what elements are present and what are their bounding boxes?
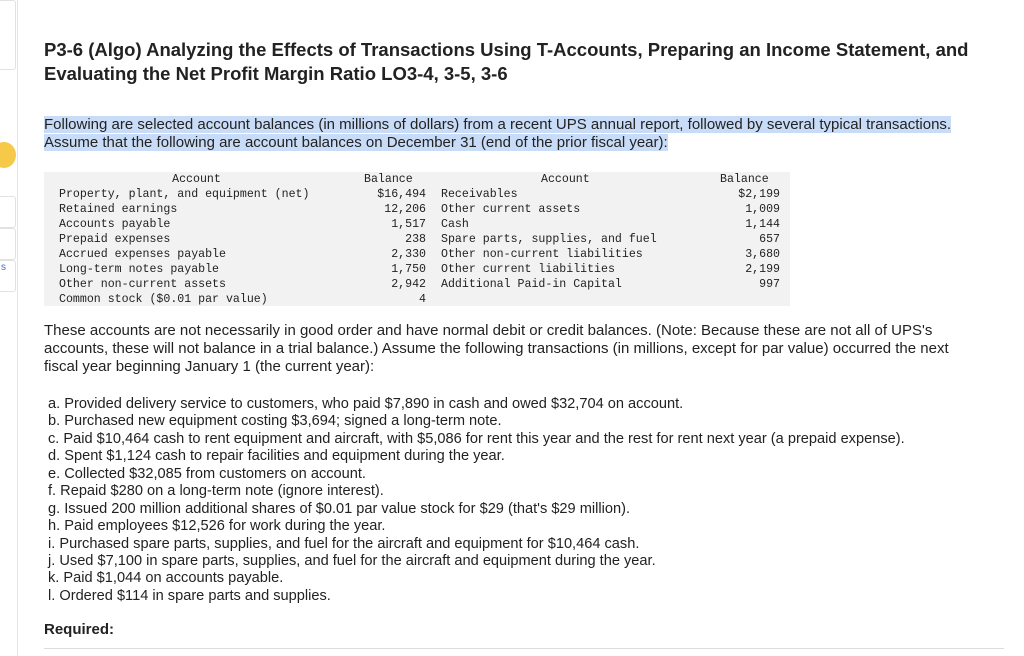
- right-account: Receivables: [441, 188, 518, 201]
- left-account: Other non-current assets: [59, 278, 226, 291]
- rail-tab[interactable]: [0, 0, 16, 70]
- divider: [44, 648, 1004, 649]
- table-row: [44, 217, 790, 232]
- right-balance: 2,199: [745, 263, 780, 276]
- transaction-item: f. Repaid $280 on a long-term note (ignore interest).: [48, 483, 384, 500]
- right-account: Cash: [441, 218, 469, 231]
- left-account: Prepaid expenses: [59, 233, 171, 246]
- left-account: Long-term notes payable: [59, 263, 220, 276]
- left-balance: 2,330: [391, 248, 426, 261]
- transaction-item: l. Ordered $114 in spare parts and supplies.: [48, 587, 331, 604]
- transaction-item: g. Issued 200 million additional shares of $0.01 par value stock for $29 (that's $29 million).: [48, 500, 630, 517]
- assumptions-paragraph: These accounts are not necessarily in good order and have normal debit or credit balances. (Note: Because these are not all of UPS's accounts, these will not balance in a trial balance.) Assume the following transactions (in millions, except for par value) occurred the next fiscal year beginning January 1 (the current year):: [44, 322, 949, 375]
- left-account: Retained earnings: [59, 203, 178, 216]
- transaction-item: i. Purchased spare parts, supplies, and fuel for the aircraft and equipment for $10,464 cash.: [48, 535, 640, 552]
- left-account: Accrued expenses payable: [59, 248, 226, 261]
- left-balance: 238: [405, 233, 426, 246]
- header-balance-right: Balance: [720, 173, 769, 186]
- header-account-left: Account: [172, 173, 221, 186]
- intro-paragraph: [44, 116, 974, 152]
- transaction-item: c. Paid $10,464 cash to rent equipment and aircraft, with $5,086 for rent this year and the rest for rent next year (a prepaid expense).: [48, 430, 905, 447]
- left-balance: 12,206: [384, 203, 426, 216]
- table-row: [44, 232, 790, 247]
- left-balance: 2,942: [391, 278, 426, 291]
- table-row: [44, 262, 790, 277]
- table-row: [44, 187, 790, 202]
- transaction-item: e. Collected $32,085 from customers on account.: [48, 465, 366, 482]
- left-balance: $16,494: [377, 188, 426, 201]
- left-account: Common stock ($0.01 par value): [59, 293, 268, 306]
- transaction-item: h. Paid employees $12,526 for work during the year.: [48, 518, 386, 535]
- table-row: [44, 277, 790, 292]
- left-balance: 1,750: [391, 263, 426, 276]
- right-account: Other current assets: [441, 203, 581, 216]
- right-balance: 997: [759, 278, 780, 291]
- rail-tab[interactable]: [0, 196, 16, 228]
- left-balance: 4: [419, 293, 426, 306]
- rail-letter: s: [1, 262, 6, 273]
- right-account: Other current liabilities: [441, 263, 615, 276]
- right-balance: 657: [759, 233, 780, 246]
- header-account-right: Account: [541, 173, 590, 186]
- transaction-item: k. Paid $1,044 on accounts payable.: [48, 570, 284, 587]
- required-label: Required:: [44, 621, 115, 638]
- rail-tab[interactable]: [0, 228, 16, 260]
- right-balance: 1,009: [745, 203, 780, 216]
- transaction-list: [48, 396, 988, 605]
- transaction-item: d. Spent $1,124 cash to repair facilities and equipment during the year.: [48, 448, 505, 465]
- table-row: [44, 202, 790, 217]
- left-account: Property, plant, and equipment (net): [59, 188, 310, 201]
- right-balance: $2,199: [738, 188, 780, 201]
- highlighted-text: Following are selected account balances (in millions of dollars) from a recent UPS annual report, followed by several typical transactions. Assume that the following are account balances on December 31 (end of the prior fiscal year):: [44, 116, 952, 151]
- left-account: Accounts payable: [59, 218, 171, 231]
- account-balances-table: [44, 172, 790, 306]
- right-account: Spare parts, supplies, and fuel: [441, 233, 657, 246]
- right-account: Other non-current liabilities: [441, 248, 643, 261]
- header-balance-left: Balance: [364, 173, 413, 186]
- table-header: [44, 172, 790, 187]
- table-row: [44, 247, 790, 262]
- right-balance: 1,144: [745, 218, 780, 231]
- transaction-item: j. Used $7,100 in spare parts, supplies, and fuel for the aircraft and equipment during the year.: [48, 552, 656, 569]
- problem-title: P3-6 (Algo) Analyzing the Effects of Transactions Using T-Accounts, Preparing an Income Statement, and Evaluating the Net Profit Margin Ratio LO3-4, 3-5, 3-6: [44, 39, 969, 84]
- transaction-item: a. Provided delivery service to customers, who paid $7,890 in cash and owed $32,704 on account.: [48, 396, 684, 412]
- left-rail: [0, 0, 18, 656]
- left-balance: 1,517: [391, 218, 426, 231]
- transaction-item: b. Purchased new equipment costing $3,694; signed a long-term note.: [48, 413, 502, 430]
- right-balance: 3,680: [745, 248, 780, 261]
- table-row: [44, 292, 790, 307]
- right-account: Additional Paid-in Capital: [441, 278, 622, 291]
